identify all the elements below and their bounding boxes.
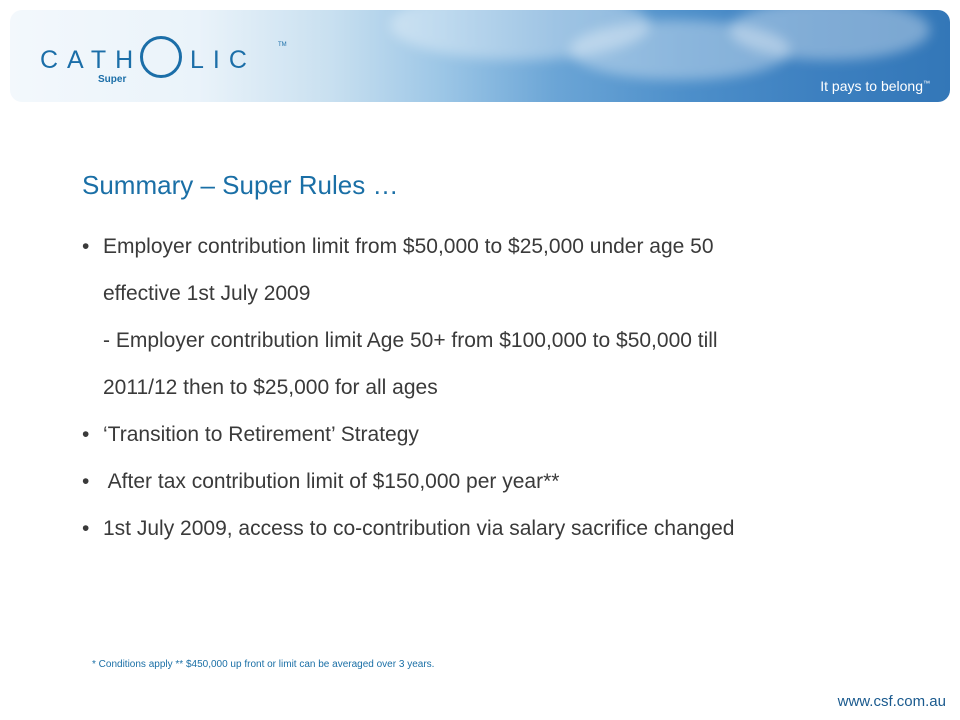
tagline xyxy=(820,78,930,94)
list-item xyxy=(82,370,942,406)
slide-body xyxy=(82,229,942,558)
website-link[interactable]: www.csf.com.au xyxy=(837,693,946,710)
list-item xyxy=(82,276,942,312)
list-item-text: ‘Transition to Retirement’ Strategy xyxy=(103,423,419,446)
list-item-text: effective 1st July 2009 xyxy=(103,282,311,305)
logo-sub: Super xyxy=(98,74,127,85)
list-item-text: After tax contribution limit of $150,000 per year** xyxy=(103,470,560,493)
list-item xyxy=(82,417,942,453)
header-banner xyxy=(10,10,950,102)
tagline-tm: ™ xyxy=(923,80,930,88)
logo-text-right: LIC xyxy=(190,46,256,74)
slide-title: Summary – Super Rules … xyxy=(82,170,399,200)
logo-ring-icon xyxy=(140,36,182,78)
bullet: • xyxy=(82,235,90,258)
list-item-text: 1st July 2009, access to co-contribution via salary sacrifice changed xyxy=(103,517,735,540)
logo-text-left: CATH xyxy=(40,46,143,74)
tagline-text: It pays to belong xyxy=(820,78,923,94)
footnote: * Conditions apply ** $450,000 up front or limit can be averaged over 3 years. xyxy=(92,659,435,670)
list-item xyxy=(82,323,942,359)
bullet: • xyxy=(82,423,90,446)
list-item xyxy=(82,229,942,265)
list-item-text: Employer contribution limit from $50,000 to $25,000 under age 50 xyxy=(103,235,714,258)
list-item-text: - Employer contribution limit Age 50+ from $100,000 to $50,000 till xyxy=(103,329,718,352)
logo-tm: TM xyxy=(278,42,287,48)
list-item xyxy=(82,511,942,547)
list-item xyxy=(82,464,942,500)
bullet: • xyxy=(82,517,90,540)
bullet: • xyxy=(82,470,90,493)
list-item-text: 2011/12 then to $25,000 for all ages xyxy=(103,376,438,399)
